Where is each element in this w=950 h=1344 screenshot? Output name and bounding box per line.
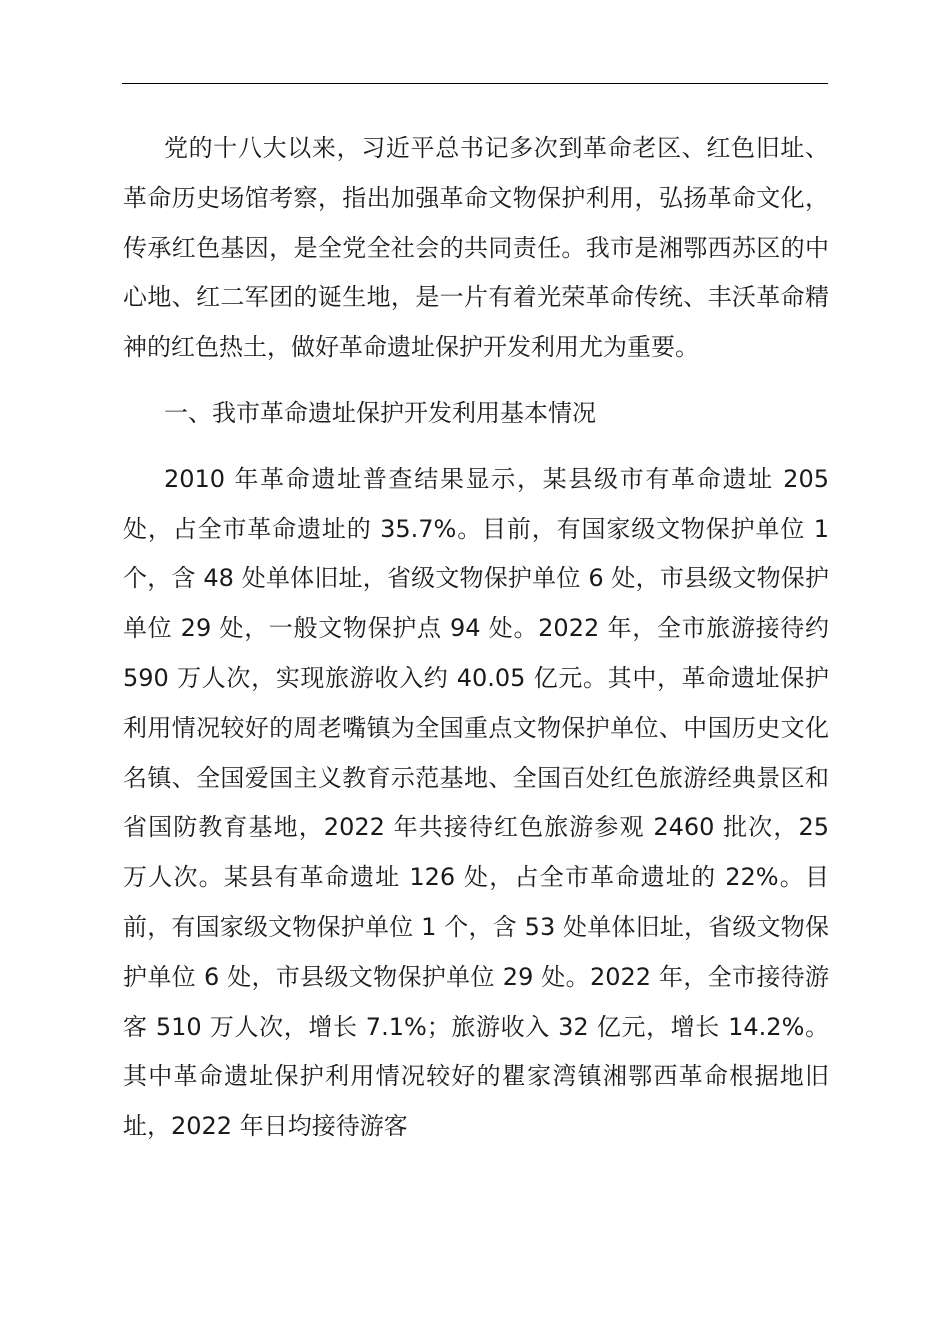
intro-paragraph: 党的十八大以来，习近平总书记多次到革命老区、红色旧址、革命历史场馆考察，指出加强革命文物保护利用，弘扬革命文化，传承红色基因，是全党全社会的共同责任。我市是湘鄂西苏区的中心地、红二军团的诞生地，是一片有着光荣革命传统、丰沃革命精神的红色热土，做好革命遗址保护开发利用尤为重要。 [123,134,829,362]
body-paragraph: 2010 年革命遗址普查结果显示，某县级市有革命遗址 205 处，占全市革命遗址的 35.7%。目前，有国家级文物保护单位 1 个，含 48 处单体旧址，省级文物保护单位 6 处，市县级文物保护单位 29 处，一般文物保护点 94 处。2022 年，全市旅游接待约 590 万人次，实现旅游收入约 40.05 亿元。其中，革命遗址保护利用情况较好的周老嘴镇为全国重点文物保护单位、中国历史文化名镇、全国爱国主义教育示范基地、全国百处红色旅游经典景区和省国防教育基地，2022 年共接待红色旅游参观 2460 批次，25 万人次。某县有革命遗址 126 处，占全市革命遗址的 22%。目前，有国家级文物保护单位 1 个，含 53 处单体旧址，省级文物保护单位 6 处，市县级文物保护单位 29 处。2022 年，全市接待游客 510 万人次，增长 7.1%；旅游收入 32 亿元，增长 14.2%。其中革命遗址保护利用情况较好的瞿家湾镇湘鄂西革命根据地旧址，2022 年日均接待游客 [123,464,829,1141]
document-body [123,124,829,1168]
header-rule [122,83,828,84]
section-heading: 一、我市革命遗址保护开发利用基本情况 [164,398,596,427]
